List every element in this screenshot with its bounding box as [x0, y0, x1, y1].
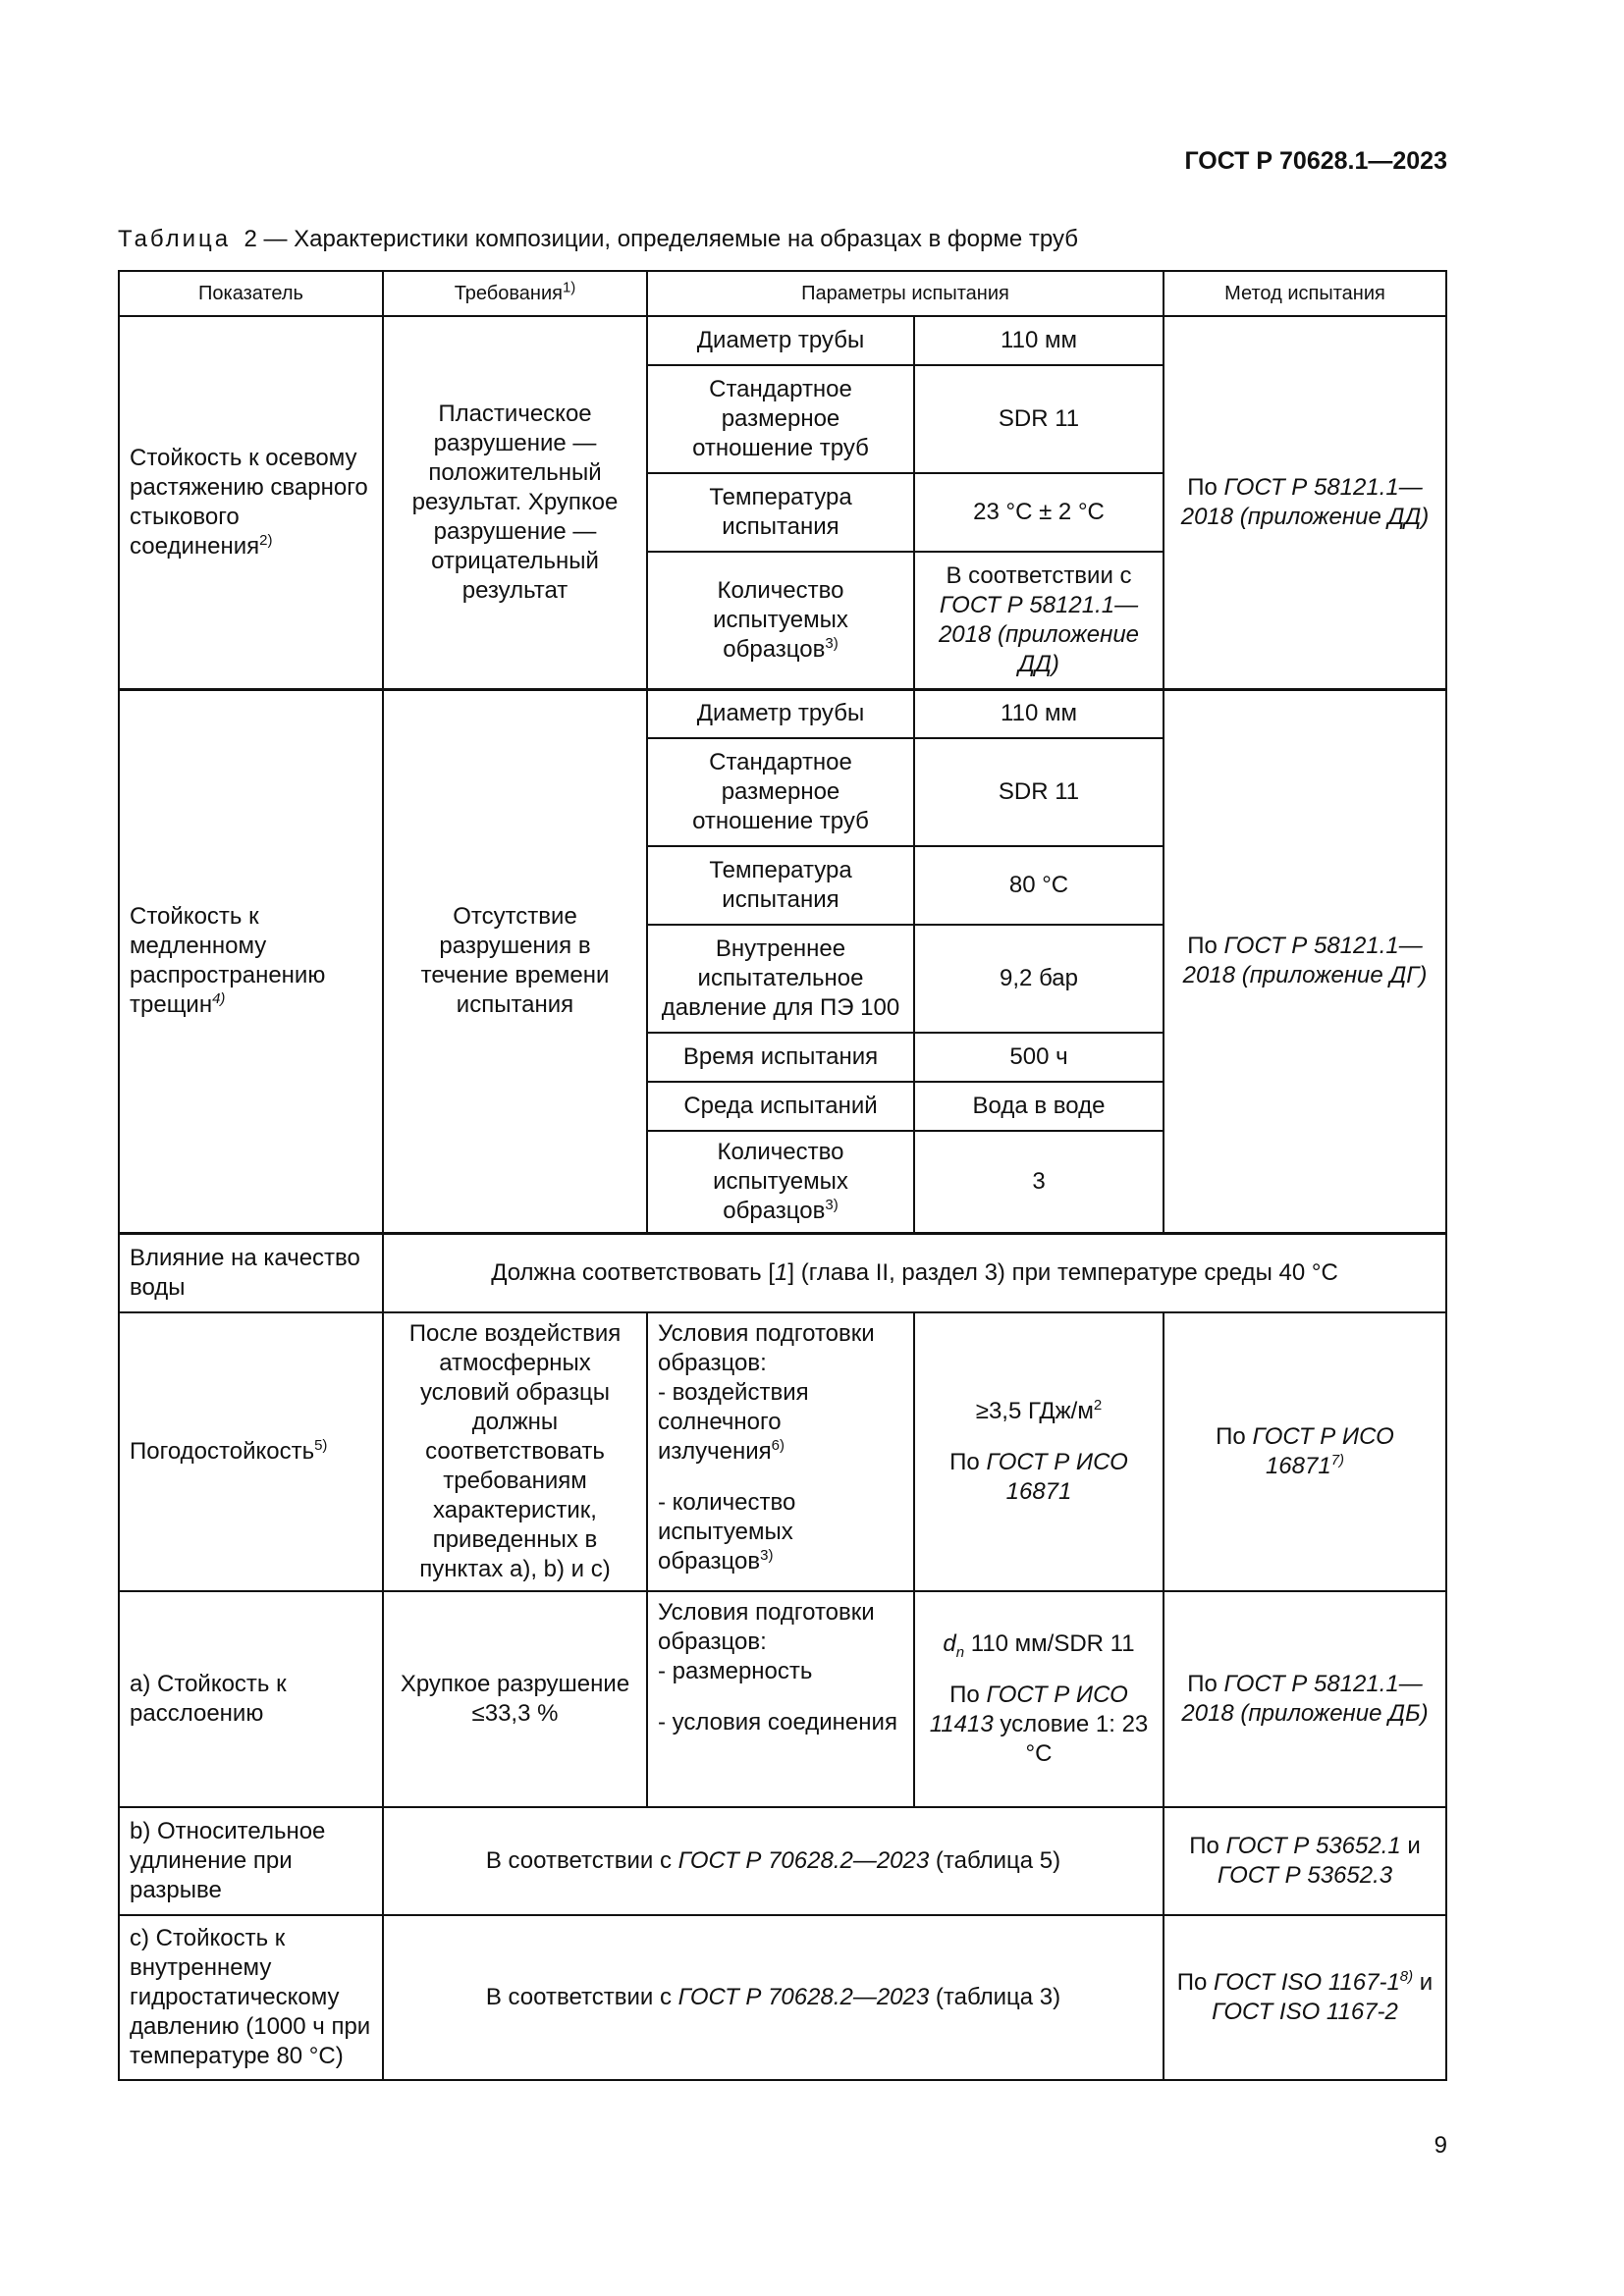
cell-indicator: а) Стойкость к расслоению	[119, 1591, 383, 1807]
cell-requirement: Отсутствие разрушения в течение времени испытания	[383, 689, 647, 1234]
cell-merged-requirement: В соответствии с ГОСТ Р 70628.2—2023 (таблица 5)	[383, 1807, 1164, 1915]
cell-indicator: Погодостойкость$^{5)}$	[119, 1312, 383, 1591]
cell-method: По ГОСТ Р 58121.1—2018 (приложение ДГ)	[1164, 689, 1446, 1234]
cell-param-value: 9,2 бар	[914, 925, 1164, 1033]
table-row	[119, 1312, 1446, 1591]
cell-param-value: Вода в воде	[914, 1082, 1164, 1131]
cell-method: По ГОСТ ISO 1167-1$^{8)}$ и ГОСТ ISO 1167-2	[1164, 1915, 1446, 2080]
cell-param-value: SDR 11	[914, 738, 1164, 846]
table-row	[119, 1915, 1446, 2080]
cell-merged-requirement: Должна соответствовать [1] (глава II, раздел 3) при температуре среды 40 °C	[383, 1234, 1446, 1312]
cell-indicator: с) Стойкость к внутреннему гидростатическому давлению (1000 ч при температуре 80 °C)	[119, 1915, 383, 2080]
cell-method: По ГОСТ Р 53652.1 и ГОСТ Р 53652.3	[1164, 1807, 1446, 1915]
cell-param-value: SDR 11	[914, 365, 1164, 473]
cell-param-name: Стандартное размерное отношение труб	[647, 738, 914, 846]
cell-conditions: Условия подготовки образцов: - размерность - условия соединения	[647, 1591, 914, 1807]
cell-method: По ГОСТ Р 58121.1—2018 (приложение ДБ)	[1164, 1591, 1446, 1807]
cell-param-value: В соответствии с ГОСТ Р 58121.1—2018 (приложение ДД)	[914, 552, 1164, 689]
cell-param-value: 3	[914, 1131, 1164, 1234]
cell-param-name: Диаметр трубы	[647, 316, 914, 365]
header-test-method: Метод испытания	[1164, 271, 1446, 316]
cell-param-name: Внутреннее испытательное давление для ПЭ 100	[647, 925, 914, 1033]
caption-text: — Характеристики композиции, определяемые на образцах в форме труб	[256, 226, 1078, 252]
cell-condition-values: ≥3,5 ГДж/$м^2$ По ГОСТ Р ИСО 16871	[914, 1312, 1164, 1591]
caption-label: Таблица	[118, 226, 232, 252]
table-row	[119, 1807, 1446, 1915]
cell-param-value: 500 ч	[914, 1033, 1164, 1082]
header-indicator: Показатель	[119, 271, 383, 316]
table-row	[119, 1234, 1446, 1312]
cell-param-name: Температура испытания	[647, 846, 914, 925]
cell-param-name: Температура испытания	[647, 473, 914, 552]
cell-param-value: 23 °C ± 2 °C	[914, 473, 1164, 552]
cell-param-value: 110 мм	[914, 689, 1164, 738]
characteristics-table	[118, 270, 1447, 2081]
cell-method: По ГОСТ Р 58121.1—2018 (приложение ДД)	[1164, 316, 1446, 689]
cell-indicator: Стойкость к медленному распространению трещин$^{4)}$	[119, 689, 383, 1234]
cell-indicator: b) Относительное удлинение при разрыве	[119, 1807, 383, 1915]
cell-param-name: Количество испытуемых образцов$^{3)}$	[647, 552, 914, 689]
cell-param-name: Стандартное размерное отношение труб	[647, 365, 914, 473]
header-row	[119, 271, 1446, 316]
cell-param-name: Диаметр трубы	[647, 689, 914, 738]
cell-param-name: Время испытания	[647, 1033, 914, 1082]
cell-merged-requirement: В соответствии с ГОСТ Р 70628.2—2023 (таблица 3)	[383, 1915, 1164, 2080]
cell-conditions: Условия подготовки образцов: - воздействия солнечного излучения$^{6)}$ - количество испытуемых образцов$^{3)}$	[647, 1312, 914, 1591]
cell-method: По ГОСТ Р ИСО 16871$^{7)}$	[1164, 1312, 1446, 1591]
caption-number: 2	[244, 226, 257, 252]
cell-requirement: Хрупкое разрушение ≤33,3 %	[383, 1591, 647, 1807]
header-test-params: Параметры испытания	[647, 271, 1164, 316]
cell-requirement: После воздействия атмосферных условий образцы должны соответствовать требованиям характеристик, приведенных в пунктах а), b) и с)	[383, 1312, 647, 1591]
header-requirements: Требования$^{1)}$	[383, 271, 647, 316]
cell-indicator: Стойкость к осевому растяжению сварного стыкового соединения$^{2)}$	[119, 316, 383, 689]
document-code: ГОСТ Р 70628.1—2023	[1184, 147, 1447, 175]
cell-param-value: 110 мм	[914, 316, 1164, 365]
table-row	[119, 689, 1446, 738]
cell-indicator: Влияние на качество воды	[119, 1234, 383, 1312]
cell-condition-values: $d_n$ 110 мм/SDR 11 По ГОСТ Р ИСО 11413 условие 1: 23 °C	[914, 1591, 1164, 1807]
cell-requirement: Пластическое разрушение — положительный результат. Хрупкое разрушение — отрицательный результат	[383, 316, 647, 689]
cell-param-name: Количество испытуемых образцов$^{3)}$	[647, 1131, 914, 1234]
cell-param-value: 80 °C	[914, 846, 1164, 925]
cell-param-name: Среда испытаний	[647, 1082, 914, 1131]
table-caption	[118, 226, 1078, 253]
page-number: 9	[1434, 2132, 1447, 2159]
table-row	[119, 1591, 1446, 1807]
table-row	[119, 316, 1446, 365]
